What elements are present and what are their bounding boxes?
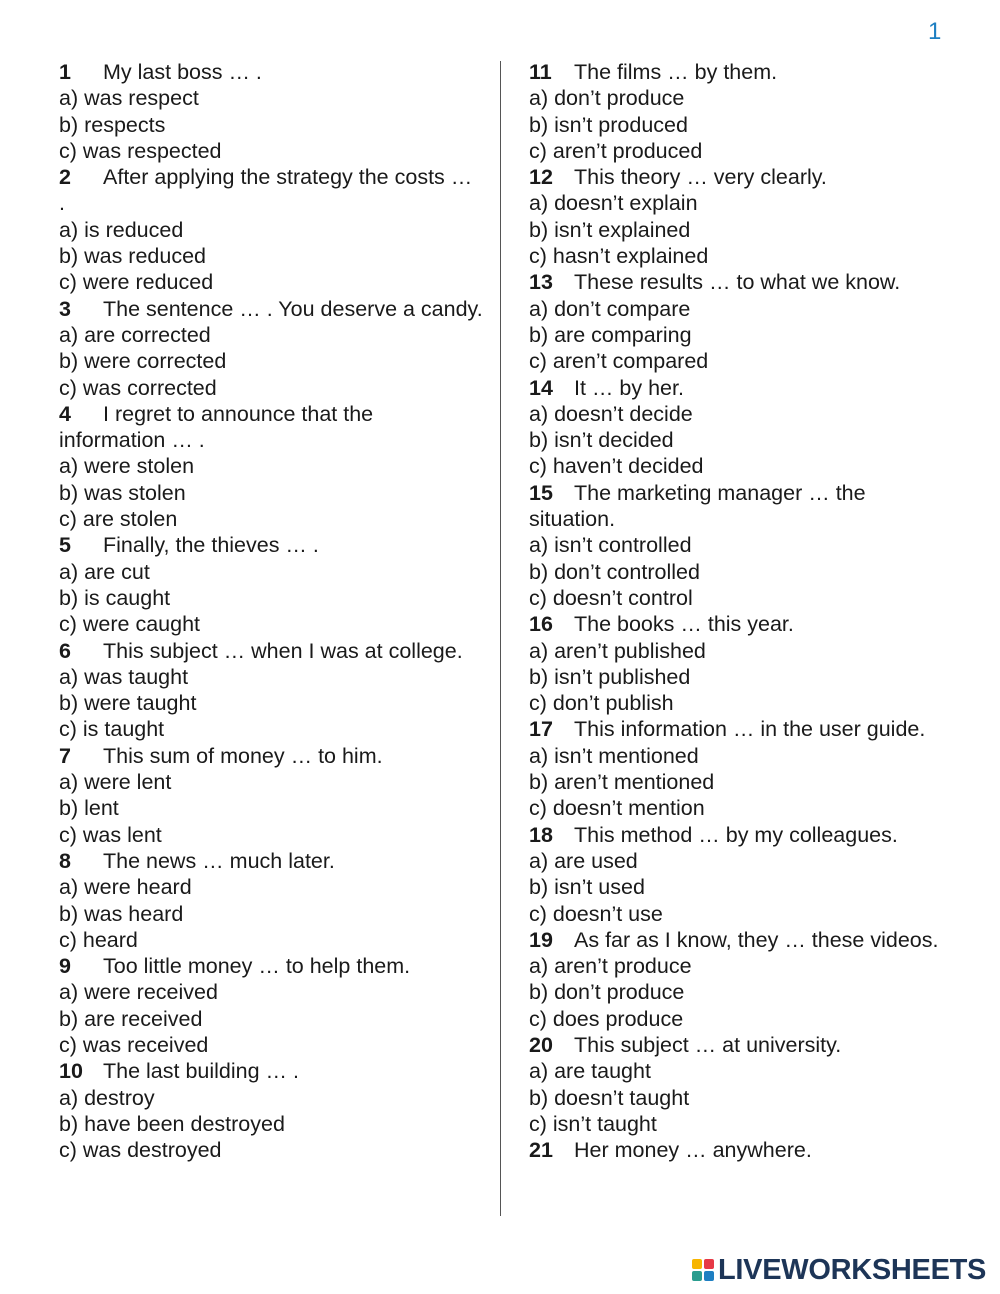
answer-option[interactable]: b) lent bbox=[59, 796, 119, 821]
answer-option[interactable]: b) isn’t produced bbox=[529, 112, 688, 137]
question-number: 13 bbox=[529, 270, 553, 295]
question-text: The films … by them. bbox=[574, 60, 778, 84]
question-item bbox=[529, 611, 949, 716]
answer-option[interactable]: c) doesn’t mention bbox=[529, 796, 705, 821]
question-number: 10 bbox=[59, 1059, 83, 1084]
question-text: I regret to announce that the information … . bbox=[59, 401, 374, 453]
question-text: Her money … anywhere. bbox=[574, 1138, 812, 1163]
question-line bbox=[59, 743, 484, 769]
question-line bbox=[529, 480, 949, 533]
question-line bbox=[59, 296, 484, 322]
answer-option[interactable]: a) doesn’t explain bbox=[529, 191, 698, 216]
question-number: 18 bbox=[529, 822, 553, 847]
question-line bbox=[529, 164, 949, 190]
question-text: This subject … at university. bbox=[574, 1032, 842, 1057]
answer-option[interactable]: b) isn’t explained bbox=[529, 217, 691, 242]
answer-option[interactable]: a) don’t compare bbox=[529, 296, 691, 321]
answer-option[interactable]: b) were corrected bbox=[59, 349, 227, 374]
right-column bbox=[529, 59, 949, 1163]
page-number: 1 bbox=[928, 18, 942, 45]
answer-option[interactable]: c) was destroyed bbox=[59, 1138, 222, 1163]
answer-option[interactable]: b) was stolen bbox=[59, 480, 186, 505]
answer-option[interactable]: a) doesn’t decide bbox=[529, 401, 693, 426]
answer-option[interactable]: b) was reduced bbox=[59, 244, 206, 269]
question-text: As far as I know, they … these videos. bbox=[574, 927, 939, 952]
question-line bbox=[529, 822, 949, 848]
question-item bbox=[529, 822, 949, 927]
answer-option[interactable]: b) isn’t published bbox=[529, 664, 691, 689]
logo-text: LIVEWORKSHEETS bbox=[718, 1253, 987, 1286]
question-line bbox=[59, 638, 484, 664]
question-text: This sum of money … to him. bbox=[103, 743, 383, 768]
question-text: My last boss … . bbox=[103, 60, 262, 84]
question-item bbox=[529, 375, 949, 480]
answer-option[interactable]: a) don’t produce bbox=[529, 86, 685, 111]
question-item bbox=[529, 269, 949, 374]
answer-option[interactable]: c) were reduced bbox=[59, 270, 214, 295]
answer-option[interactable]: a) aren’t published bbox=[529, 638, 706, 663]
question-text: These results … to what we know. bbox=[574, 270, 901, 295]
logo-square-3 bbox=[692, 1271, 702, 1281]
question-number: 9 bbox=[59, 954, 71, 979]
answer-option[interactable]: b) is caught bbox=[59, 585, 171, 610]
question-item bbox=[529, 164, 949, 269]
answer-option[interactable]: b) was heard bbox=[59, 901, 184, 926]
answer-option[interactable]: c) was received bbox=[59, 1032, 209, 1057]
answer-option[interactable]: a) are used bbox=[529, 848, 638, 873]
answer-option[interactable]: c) heard bbox=[59, 927, 138, 952]
answer-option[interactable]: b) were taught bbox=[59, 691, 197, 716]
question-text: The marketing manager … the situation. bbox=[529, 480, 866, 532]
question-line bbox=[529, 375, 949, 401]
question-number: 16 bbox=[529, 612, 553, 637]
answer-option[interactable]: c) don’t publish bbox=[529, 691, 674, 716]
answer-option[interactable]: b) doesn’t taught bbox=[529, 1085, 690, 1110]
question-number: 5 bbox=[59, 533, 71, 558]
answer-option[interactable]: a) was respect bbox=[59, 86, 199, 111]
answer-option[interactable]: b) isn’t decided bbox=[529, 428, 674, 453]
question-number: 21 bbox=[529, 1138, 553, 1163]
question-number: 14 bbox=[529, 375, 553, 400]
question-number: 7 bbox=[59, 743, 71, 768]
answer-option[interactable]: a) isn’t mentioned bbox=[529, 743, 699, 768]
question-line bbox=[59, 59, 484, 85]
question-number: 2 bbox=[59, 165, 71, 190]
answer-option[interactable]: b) are comparing bbox=[529, 322, 692, 347]
answer-option[interactable]: c) was corrected bbox=[59, 375, 217, 400]
answer-option[interactable]: a) were heard bbox=[59, 875, 192, 900]
answer-option[interactable]: b) are received bbox=[59, 1006, 203, 1031]
answer-option[interactable]: c) was lent bbox=[59, 822, 162, 847]
answer-option[interactable]: c) doesn’t control bbox=[529, 585, 693, 610]
question-text: This subject … when I was at college. bbox=[103, 638, 463, 663]
question-text: The sentence … . You deserve a candy. bbox=[103, 296, 483, 321]
answer-option[interactable]: a) was taught bbox=[59, 664, 189, 689]
question-item bbox=[59, 532, 484, 637]
answer-option[interactable]: b) don’t produce bbox=[529, 980, 685, 1005]
question-number: 6 bbox=[59, 638, 71, 663]
logo-square-1 bbox=[692, 1259, 702, 1269]
answer-option[interactable]: a) isn’t controlled bbox=[529, 533, 692, 558]
answer-option[interactable]: c) are stolen bbox=[59, 507, 178, 532]
question-line bbox=[59, 532, 484, 558]
question-line bbox=[529, 1137, 949, 1163]
answer-option[interactable]: a) were received bbox=[59, 980, 218, 1005]
answer-option[interactable]: c) aren’t produced bbox=[529, 138, 703, 163]
question-item bbox=[59, 401, 484, 532]
question-line bbox=[59, 164, 484, 217]
question-item bbox=[59, 848, 484, 953]
answer-option[interactable]: c) were caught bbox=[59, 612, 201, 637]
question-item bbox=[59, 743, 484, 848]
question-number: 19 bbox=[529, 927, 553, 952]
question-item bbox=[59, 953, 484, 1058]
question-text: After applying the strategy the costs … . bbox=[59, 165, 473, 216]
answer-option[interactable]: a) aren’t produce bbox=[529, 954, 692, 979]
question-line bbox=[59, 848, 484, 874]
question-item bbox=[529, 480, 949, 611]
question-number: 11 bbox=[529, 60, 552, 84]
answer-option[interactable]: b) have been destroyed bbox=[59, 1111, 285, 1136]
question-item bbox=[529, 1137, 949, 1163]
answer-option[interactable]: b) isn’t used bbox=[529, 875, 645, 900]
liveworksheets-logo bbox=[692, 1253, 986, 1287]
question-text: This method … by my colleagues. bbox=[574, 822, 898, 847]
answer-option[interactable]: c) haven’t decided bbox=[529, 454, 704, 479]
logo-square-2 bbox=[704, 1259, 714, 1269]
question-item bbox=[529, 927, 949, 1032]
question-text: It … by her. bbox=[574, 375, 684, 400]
question-text: Too little money … to help them. bbox=[103, 954, 411, 979]
question-item bbox=[59, 164, 484, 295]
question-line bbox=[59, 401, 484, 454]
question-text: The news … much later. bbox=[103, 848, 335, 873]
question-line bbox=[529, 59, 949, 85]
question-number: 17 bbox=[529, 717, 553, 742]
answer-option[interactable]: a) are cut bbox=[59, 559, 150, 584]
answer-option[interactable]: c) aren’t compared bbox=[529, 349, 709, 374]
question-item bbox=[59, 59, 484, 164]
answer-option[interactable]: c) hasn’t explained bbox=[529, 244, 709, 269]
logo-square-4 bbox=[704, 1271, 714, 1281]
question-text: The last building … . bbox=[103, 1059, 299, 1084]
question-item bbox=[529, 716, 949, 821]
question-text: This theory … very clearly. bbox=[574, 165, 827, 190]
question-text: Finally, the thieves … . bbox=[103, 533, 319, 558]
answer-option[interactable]: c) was respected bbox=[59, 138, 222, 163]
answer-option[interactable]: a) is reduced bbox=[59, 217, 184, 242]
liveworksheets-logo-icon bbox=[692, 1259, 714, 1281]
answer-option[interactable]: c) is taught bbox=[59, 717, 165, 742]
question-line bbox=[529, 269, 949, 295]
answer-option[interactable]: b) respects bbox=[59, 112, 166, 137]
question-line bbox=[529, 1032, 949, 1058]
answer-option[interactable]: a) are taught bbox=[529, 1059, 651, 1084]
left-column bbox=[59, 59, 484, 1163]
column-divider bbox=[500, 61, 501, 1216]
question-text: This information … in the user guide. bbox=[574, 717, 926, 742]
question-line bbox=[59, 1058, 484, 1084]
question-text: The books … this year. bbox=[574, 612, 794, 637]
question-line bbox=[529, 611, 949, 637]
answer-option[interactable]: c) doesn’t use bbox=[529, 901, 663, 926]
answer-option[interactable]: c) isn’t taught bbox=[529, 1111, 657, 1136]
question-number: 1 bbox=[59, 60, 71, 84]
question-line bbox=[59, 953, 484, 979]
question-number: 3 bbox=[59, 296, 71, 321]
answer-option[interactable]: b) don’t controlled bbox=[529, 559, 700, 584]
question-number: 15 bbox=[529, 480, 553, 505]
answer-option[interactable]: b) aren’t mentioned bbox=[529, 770, 715, 795]
question-item bbox=[529, 1032, 949, 1137]
answer-option[interactable]: c) does produce bbox=[529, 1006, 684, 1031]
question-item bbox=[529, 59, 949, 164]
answer-option[interactable]: a) were stolen bbox=[59, 454, 195, 479]
answer-option[interactable]: a) are corrected bbox=[59, 322, 211, 347]
question-item bbox=[59, 1058, 484, 1163]
answer-option[interactable]: a) destroy bbox=[59, 1085, 155, 1110]
answer-option[interactable]: a) were lent bbox=[59, 770, 172, 795]
question-line bbox=[529, 927, 949, 953]
question-item bbox=[59, 296, 484, 401]
question-number: 12 bbox=[529, 165, 553, 190]
question-item bbox=[59, 638, 484, 743]
question-line bbox=[529, 716, 949, 742]
question-number: 4 bbox=[59, 401, 71, 426]
question-number: 8 bbox=[59, 848, 71, 873]
question-number: 20 bbox=[529, 1032, 553, 1057]
